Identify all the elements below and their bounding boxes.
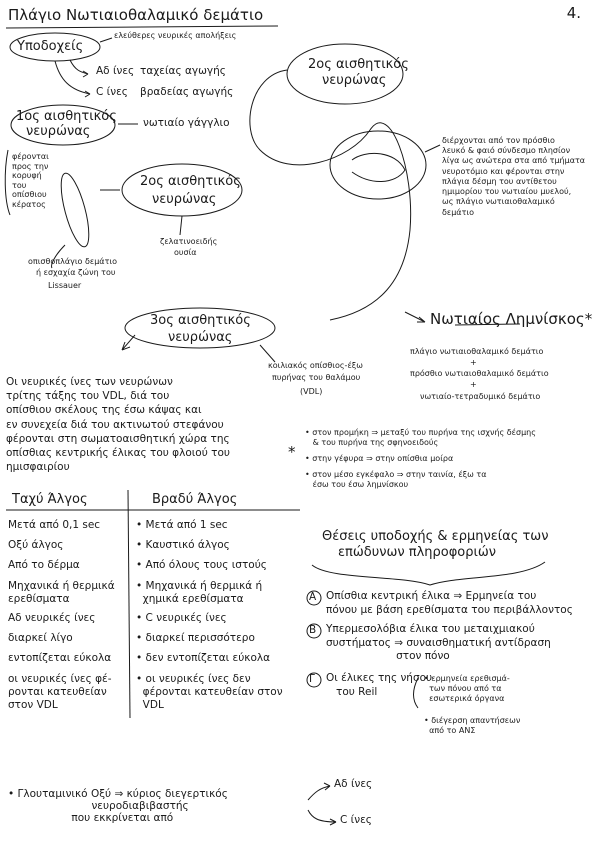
branch-c (55, 61, 90, 94)
fast-row-8: οι νευρικές ίνες φέ- ρονται κατευθείαν στον VDL (8, 673, 112, 712)
fast-row-6: διαρκεί λίγο (8, 632, 73, 644)
path-note-midbrain: • στον μέσο εγκέφαλο ⇒ στην ταινία, έξω τα έσω του έσω λημνίσκου (305, 470, 487, 489)
second-neuron-top-line2: νευρώνας (322, 73, 387, 88)
second-neuron-mid-oval (122, 164, 242, 216)
tract-oval (56, 171, 95, 250)
slow-row-3: • Από όλους τους ιστούς (136, 559, 267, 571)
first-neuron-line1: 1ος αισθητικός (16, 109, 117, 124)
fast-row-4: Μηχανικά ή θερμικά ερεθίσματα (8, 580, 115, 606)
lemniscus-line2: πρόσθιο νωτιαιοθαλαμικό δεμάτιο (410, 369, 549, 378)
lemniscus-title: Νωτιαίος Λημνίσκος* (430, 310, 593, 328)
lemniscus-plus1: + (470, 358, 477, 367)
fast-row-2: Οξύ άλγος (8, 539, 64, 551)
third-neuron-line1: 3ος αισθητικός (150, 313, 251, 328)
arrow-receptors-note (100, 38, 112, 42)
slow-row-6: • διαρκεί περισσότερο (136, 632, 255, 644)
interpretation-b: Υπερμεσολόβια έλικα του μεταιχμιακού συστήματος ⇒ συναισθηματική αντίδραση στον πόνο (326, 623, 551, 663)
ad-fibers-desc: ταχείας αγωγής (140, 65, 226, 77)
fast-row-7: εντοπίζεται εύκολα (8, 652, 112, 664)
tract-line3: Lissauer (48, 281, 82, 290)
nucleus-line1: κοιλιακός οπίσθιος-έξω (268, 361, 363, 370)
table-vline (128, 490, 130, 718)
pathway-curve (250, 70, 411, 320)
tract-line2: ή εσχαχία ζώνη του (36, 268, 116, 277)
fast-row-1: Μετά από 0,1 sec (8, 519, 101, 531)
footer-ad: Αδ ίνες (334, 778, 373, 790)
brace (312, 562, 545, 585)
interpretation-title-line2: επώδυνων πληροφοριών (338, 545, 497, 560)
table-header-fast: Ταχύ Άλγος (12, 492, 88, 507)
second-neuron-mid-line1: 2ος αισθητικός (140, 174, 241, 189)
interpretation-a: Οπίσθια κεντρική έλικα ⇒ Ερμηνεία του πόνου με βάση ερεθίσματα του περιβάλλοντος (326, 590, 573, 616)
crossing-oval (330, 131, 426, 199)
interpretation-title-line1: Θέσεις υποδοχής & ερμηνείας των (322, 529, 549, 544)
c-fibers-label: C ίνες (96, 86, 128, 98)
marker-a: A (309, 591, 317, 603)
slow-row-4: • Μηχανικά ή θερμικά ή χημικά ερεθίσματα (136, 580, 263, 606)
third-neuron-line2: νευρώνας (168, 330, 233, 345)
nucleus-line2: πυρήνας του θαλάμου (272, 373, 361, 382)
path-notes-asterisk: * (288, 443, 296, 461)
nucleus-line3: (VDL) (300, 387, 323, 396)
footer-glutamate: • Γλουταμινικό Οξύ ⇒ κύριος διεγερτικός νευροδιαβιβαστής που εκκρίνεται από (8, 788, 228, 825)
slow-row-1: • Μετά από 1 sec (136, 519, 228, 531)
slow-row-7: • δεν εντοπίζεται εύκολα (136, 652, 271, 664)
slow-row-5: • C νευρικές ίνες (136, 612, 227, 624)
lemniscus-plus2: + (470, 380, 477, 389)
ad-fibers-label: Αδ ίνες (96, 65, 135, 77)
slow-row-8: • οι νευρικές ίνες δεν φέρονται κατευθείαν στον VDL (136, 673, 283, 712)
footer-c: C ίνες (340, 814, 372, 826)
first-neuron-line2: νευρώνας (26, 124, 91, 139)
second-neuron-top-line1: 2ος αισθητικός (308, 57, 409, 72)
fast-row-3: Από το δέρμα (8, 559, 80, 571)
branch-ad (70, 60, 88, 74)
interpretation-c: Οι έλικες της νήσου του Reil (326, 672, 433, 698)
ganglion-label: νωτιαίο γάγγλιο (143, 117, 230, 129)
lemniscus-line1: πλάγιο νωτιαιοθαλαμικό δεμάτιο (410, 347, 544, 356)
lemniscus-line3: νωτιαίο-τετραδυμικό δεμάτιο (420, 392, 541, 401)
marker-c: Γ (309, 673, 315, 685)
first-neuron-side-note: φέρονται προς την κορυφή του οπίσθιου κέρατος (12, 152, 49, 209)
path-note-medulla: • στον προμήκη ⇒ μεταξύ του πυρήνα της ισχνής δέσμης & του πυρήνα της σφηνοειδούς (305, 428, 536, 447)
receptors-note: ελεύθερες νευρικές απολήξεις (114, 31, 237, 40)
page-number: 4. (566, 4, 581, 22)
tract-line1: οπισθοπλάγιο δεμάτιο (28, 257, 117, 266)
substance-line2: ουσία (174, 248, 197, 257)
receptors-label: Υποδοχείς (17, 39, 84, 54)
crossing-note: διέρχονται από τον πρόσθιο λευκό & φαιό σύνδεσμο πλησίον λίγα ως ανώτερα στα από τμήματα νευροτόμιο και φέρονται στην πλάγια δέσμη του αντίθετου ημιμορίου του νωτιαίου μυελού, ως πλάγιο νωτιαιοθαλαμικό δεμάτιο (442, 136, 586, 217)
title-underline (6, 26, 278, 28)
interpretation-c-item2: • διέγερση απαντήσεων από το ΑΝΣ (424, 716, 521, 735)
path-note-pons: • στην γέφυρα ⇒ στην οπίσθια μοίρα (305, 454, 454, 463)
fast-row-5: Αδ νευρικές ίνες (8, 612, 96, 624)
page-title: Πλάγιο Νωτιαιοθαλαμικό δεμάτιο (8, 6, 264, 24)
substance-line1: ζελατινοειδής (160, 237, 218, 246)
c-fibers-desc: βραδείας αγωγής (140, 86, 234, 98)
marker-b: B (309, 624, 317, 636)
interpretation-c-item1: • ερμηνεία ερεθισμά- των πόνου από τα εσωτερικά όργανα (424, 674, 510, 703)
slow-row-2: • Καυστικό άλγος (136, 539, 230, 551)
arrow-third-down (122, 335, 135, 350)
paragraph-text: Οι νευρικές ίνες των νευρώνων τρίτης τάξης του VDL, διά του οπίσθιου σκέλους της έσω κάψας και εν συνεχεία διά του ακτινωτού στεφάνου φέρονται στη σωματοαισθητική χώρα της οπίσθιας κεντρικής έλικας του φλοιού του ημισφαιρίου (6, 376, 230, 474)
table-header-slow: Βραδύ Άλγος (152, 492, 238, 507)
second-neuron-mid-line2: νευρώνας (152, 192, 217, 207)
